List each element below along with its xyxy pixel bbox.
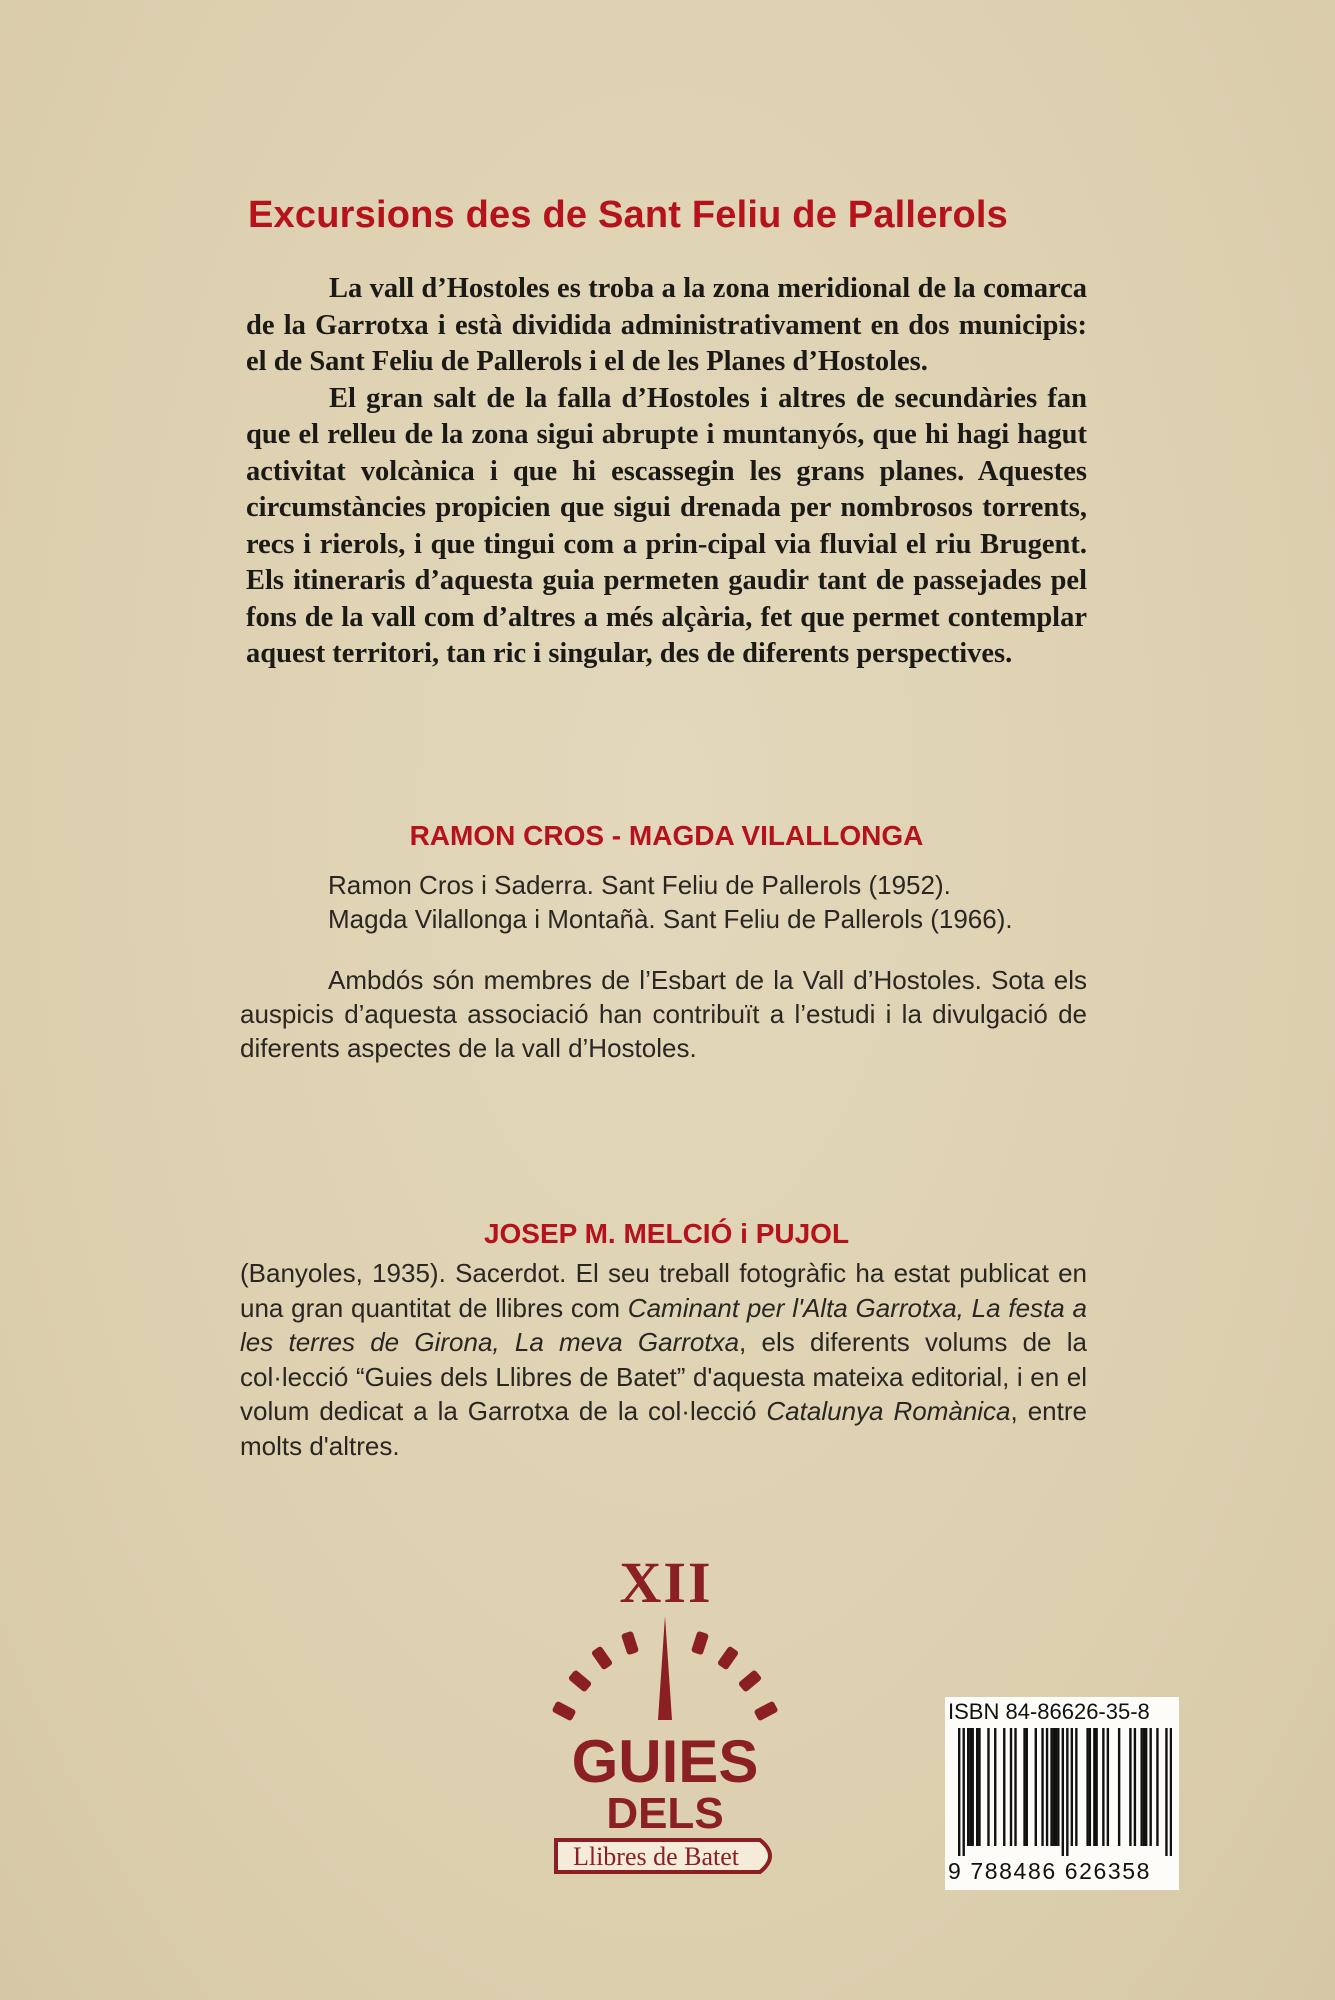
isbn-label: ISBN 84-86626-35-8: [948, 1699, 1150, 1724]
intro-paragraph-2: El gran salt de la falla d’Hostoles i altres de secundàries fan que el relleu de la zona sigui abrupte i muntanyós, que hi hagi hagut activitat volcànica i que hi escassegin les grans planes. Aquestes circumstàncies propicien que sigui drenada per nombrosos torrents, recs i rierols, i que tingui com a prin-cipal via fluvial el riu Brugent. Els itineraris d’aquesta guia permeten gaudir tant de passejades pel fons de la vall com d’altres a més alçària, fet que permet contemplar aquest territori, tan ric i singular, des de diferents perspectives.: [246, 382, 1087, 669]
barcode-bar: [1014, 1728, 1016, 1846]
barcode-number: 9 788486 626358: [948, 1858, 1152, 1884]
photographer-text-2: , els diferents volums de la col·lecció “Guies dels Llibres de Batet” d'aquesta mateixa editorial, i en el volum dedicat a la Garrotxa de la col·lecció: [240, 1327, 1087, 1426]
authors-heading: RAMON CROS - MAGDA VILALLONGA: [409, 820, 924, 851]
barcode-bar: [1165, 1728, 1167, 1856]
barcode-bar: [969, 1728, 971, 1846]
barcode-bar: [976, 1728, 978, 1846]
barcode-bar: [1066, 1728, 1068, 1856]
barcode-bar: [1143, 1728, 1145, 1846]
authors-description: Ambdós són membres de l’Esbart de la Vall d’Hostoles. Sota els auspicis d’aquesta associació han contribuït a l’estudi i la divulgació de diferents aspectes de la vall d’Hostoles.: [240, 965, 1087, 1063]
barcode-bar: [963, 1728, 965, 1856]
barcode-bar: [1053, 1728, 1055, 1846]
barcode-bar: [972, 1728, 974, 1846]
book-title: Excursions des de Sant Feliu de Pallerols: [248, 194, 1009, 236]
barcode-bar: [958, 1728, 960, 1856]
barcode-bar: [1156, 1728, 1158, 1846]
barcode-bar: [1129, 1728, 1131, 1846]
barcode-bar: [1145, 1728, 1147, 1846]
barcode-bar: [978, 1728, 980, 1846]
photographer-description: [240, 1256, 1087, 1463]
authors-bio: [328, 868, 1088, 936]
intro-text: [246, 271, 1087, 673]
photographer-text-3: , entre molts d'altres.: [240, 1396, 1087, 1461]
logo-guies: GUIES: [571, 1728, 759, 1795]
logo-number: XII: [619, 1550, 713, 1615]
barcode-bar: [1095, 1728, 1097, 1846]
barcode-bar: [1041, 1728, 1043, 1846]
photographer-books-italic: Caminant per l'Alta Garrotxa, La festa a les terres de Girona, La meva Garrotxa: [240, 1292, 1087, 1357]
logo-banner-text: Llibres de Batet: [572, 1842, 740, 1871]
barcode-bar: [987, 1728, 989, 1846]
barcode-bar: [1149, 1728, 1151, 1846]
barcode-bar: [1075, 1728, 1077, 1846]
barcode-bar: [1102, 1728, 1104, 1846]
barcode-bar: [1055, 1728, 1057, 1846]
barcode-bar: [1093, 1728, 1095, 1846]
logo-dels: DELS: [606, 1789, 724, 1838]
barcode-bar: [967, 1728, 969, 1846]
barcode-bar: [1140, 1728, 1142, 1846]
barcode-bar: [1170, 1728, 1172, 1856]
photographer-collection-italic: Catalunya Romànica: [766, 1396, 1011, 1426]
author-line-2: Magda Vilallonga i Montañà. Sant Feliu de Pallerols (1966).: [328, 904, 1013, 934]
photographer-heading: JOSEP M. MELCIÓ i PUJOL: [483, 1218, 850, 1249]
photographer-text-1: (Banyoles, 1935). Sacerdot. El seu treball fotogràfic ha estat publicat en una gran quantitat de llibres com: [240, 1258, 1087, 1323]
compass-icon: [551, 1616, 778, 1721]
barcode-bar: [1062, 1728, 1064, 1856]
barcode-icon: [958, 1728, 1172, 1856]
barcode-bar: [994, 1728, 996, 1846]
author-line-1: Ramon Cros i Saderra. Sant Feliu de Pallerols (1952).: [328, 870, 951, 900]
barcode-bar: [1023, 1728, 1025, 1846]
barcode-bar: [1003, 1728, 1005, 1846]
barcode-bar: [1071, 1728, 1073, 1846]
barcode-bar: [1057, 1728, 1059, 1846]
barcode-bar: [1086, 1728, 1088, 1846]
barcode-bar: [1035, 1728, 1037, 1846]
barcode-bar: [1134, 1728, 1136, 1846]
barcode-bar: [1107, 1728, 1109, 1846]
barcode-bar: [1046, 1728, 1048, 1846]
barcode-bar: [1050, 1728, 1052, 1846]
barcode-bar: [1010, 1728, 1012, 1846]
series-logo: [548, 1550, 783, 1895]
intro-paragraph-1: La vall d’Hostoles es troba a la zona meridional de la comarca de la Garrotxa i està dividida administrativament en dos municipis: el de Sant Feliu de Pallerols i el de les Planes d’Hostoles.: [246, 273, 1087, 377]
barcode-bar: [1089, 1728, 1091, 1846]
barcode-bar: [1118, 1728, 1120, 1846]
barcode-bar: [1026, 1728, 1028, 1846]
